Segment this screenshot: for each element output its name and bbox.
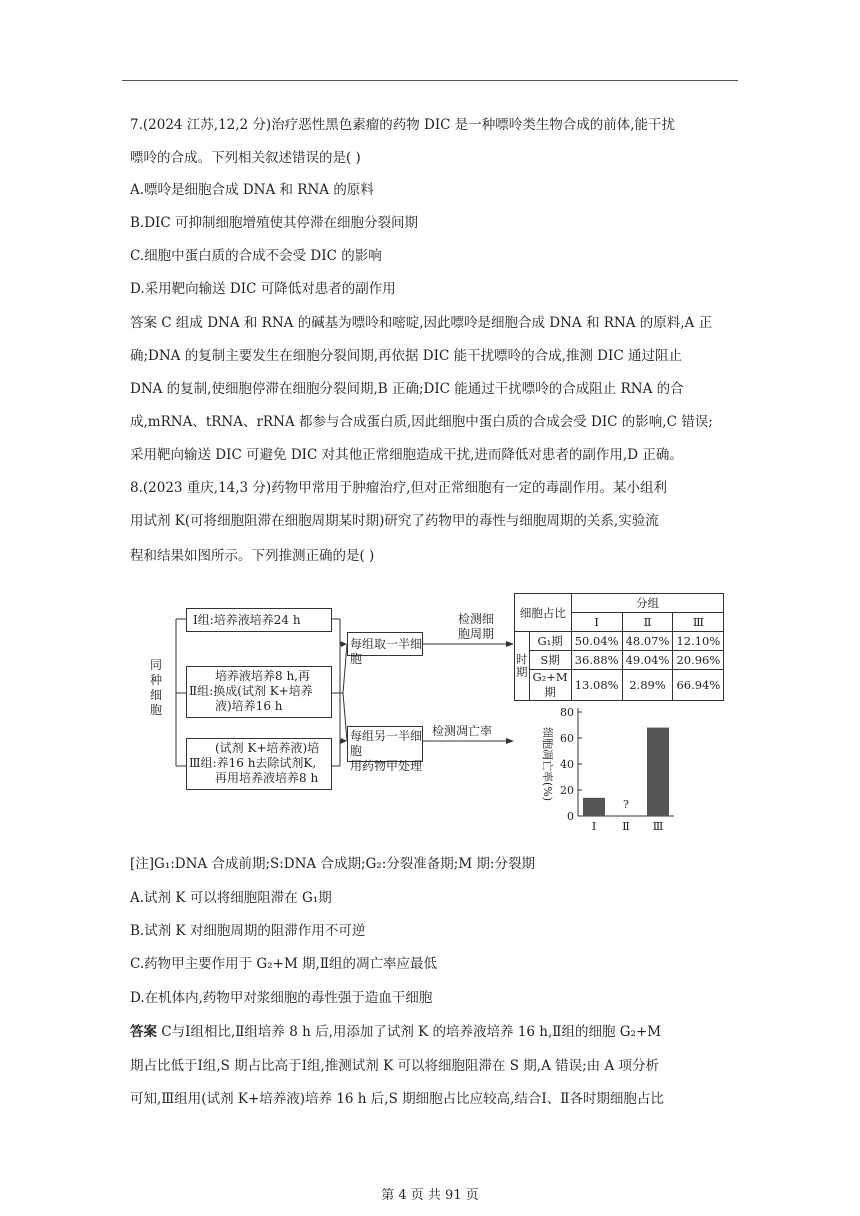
- q8-answer-line-2: 期占比低于Ⅰ组,S 期占比高于Ⅰ组,推测试剂 K 可以将细胞阻滞在 S 期,A 错误;由 A 项分析: [130, 1058, 659, 1074]
- table-cell: 50.04%: [571, 632, 622, 651]
- q8-answer-line-3: 可知,Ⅲ组用(试剂 K+培养液)培养 16 h 后,S 期细胞占比应较高,结合Ⅰ、Ⅱ各时期细胞占比: [130, 1091, 664, 1107]
- q8-option-a: A.试剂 K 可以将细胞阻滞在 G₁期: [130, 890, 332, 906]
- q7-answer-line-2: 确;DNA 的复制主要发生在细胞分裂间期,再依据 DIC 能干扰嘌呤的合成,推测 DIC 通过阻止: [130, 348, 682, 364]
- x-tick-label: Ⅲ: [652, 820, 664, 832]
- table-cell: 13.08%: [571, 670, 622, 701]
- q7-option-b: B.DIC 可抑制细胞增殖使其停滞在细胞分裂间期: [130, 215, 418, 231]
- group-2-line-3: 液)培养16 h: [215, 699, 283, 713]
- q8-option-d: D.在机体内,药物甲对浆细胞的毒性强于造血干细胞: [130, 990, 433, 1006]
- q7-stem-line-2: 嘌呤的合成。下列相关叙述错误的是( ): [130, 150, 361, 166]
- answer-label: 答案: [130, 1024, 157, 1040]
- bar: [583, 798, 605, 816]
- y-tick-label: 60: [560, 732, 574, 745]
- detect-apoptosis-label: 检测凋亡率: [432, 724, 493, 738]
- q7-answer-line-1: 答案 C 组成 DNA 和 RNA 的碱基为嘌呤和嘧啶,因此嘌呤是细胞合成 DNA 和 RNA 的原料,A 正: [130, 315, 713, 331]
- y-tick-label: 0: [567, 810, 574, 823]
- q7-option-a: A.嘌呤是细胞合成 DNA 和 RNA 的原料: [130, 182, 374, 198]
- table-period-label: 时期: [515, 632, 530, 701]
- y-tick-label: 80: [560, 706, 574, 719]
- header-rule: [122, 80, 738, 81]
- q8-option-b: B.试剂 K 对细胞周期的阻滞作用不可逆: [130, 923, 366, 939]
- detect-cycle-label-1: 检测细: [458, 612, 495, 626]
- q7-option-c: C.细胞中蛋白质的合成不会受 DIC 的影响: [130, 248, 382, 264]
- drug-treated-box: [347, 726, 423, 773]
- table-col-3: Ⅲ: [673, 613, 724, 632]
- q8-note: [注]G₁:DNA 合成前期;S:DNA 合成期;G₂:分裂准备期;M 期:分裂期: [130, 856, 535, 872]
- table-cell: 36.88%: [571, 651, 622, 670]
- q8-stem-line-3: 程和结果如图所示。下列推测正确的是( ): [130, 548, 375, 564]
- bar: [647, 728, 669, 816]
- half-cells-label: 每组取一半细胞: [350, 637, 423, 666]
- source-cells-label: 同种细胞: [150, 658, 163, 717]
- q7-answer-line-4: 成,mRNA、tRNA、rRNA 都参与合成蛋白质,因此细胞中蛋白质的合成会受 DIC 的影响,C 错误;: [130, 414, 713, 430]
- group-3-line-3: 再用培养液培养8 h: [215, 771, 319, 785]
- x-tick-label: Ⅰ: [591, 820, 597, 832]
- table-cell: 12.10%: [673, 632, 724, 651]
- group-3-box: [186, 738, 332, 790]
- q8-answer-line-1: [130, 1022, 661, 1042]
- y-tick-label: 20: [560, 784, 574, 797]
- table-cell: 66.94%: [673, 670, 724, 701]
- table-cell: 20.96%: [673, 651, 724, 670]
- group-2-line-2: Ⅱ组:换成(试剂 K+培养: [189, 684, 313, 698]
- x-tick-label: Ⅱ: [622, 820, 630, 832]
- table-col-1: Ⅰ: [571, 613, 622, 632]
- q8-stem-line-2: 用试剂 K(可将细胞阻滞在细胞周期某时期)研究了药物甲的毒性与细胞周期的关系,实验流: [130, 513, 659, 529]
- drug-treated-line-2: 用药物甲处理: [350, 759, 423, 773]
- q7-option-d: D.采用靶向输送 DIC 可降低对患者的副作用: [130, 281, 396, 297]
- group-3-line-1: (试剂 K+培养液)培: [215, 741, 320, 755]
- group-1-label: Ⅰ组:培养液培养24 h: [193, 613, 301, 627]
- table-row-phase: G₂+M期: [529, 670, 571, 701]
- q8-answer-text-1: C与Ⅰ组相比,Ⅱ组培养 8 h 后,用添加了试剂 K 的培养液培养 16 h,Ⅱ组的细胞 G₂+M: [157, 1024, 662, 1040]
- q8-option-c: C.药物甲主要作用于 G₂+M 期,Ⅱ组的凋亡率应最低: [130, 956, 438, 972]
- group-1-box: [186, 608, 332, 632]
- cell-cycle-table: [514, 593, 724, 701]
- experiment-figure: [140, 586, 730, 836]
- bar-unknown-marker: ?: [623, 798, 629, 811]
- page-footer: 第 4 页 共 91 页: [381, 1188, 479, 1203]
- detect-cycle-label-2: 胞周期: [458, 627, 495, 641]
- half-cells-box: [347, 632, 423, 666]
- q7-answer-line-3: DNA 的复制,使细胞停滞在细胞分裂间期,B 正确;DIC 能通过干扰嘌呤的合成阻止 RNA 的合: [130, 381, 684, 397]
- q7-stem-line-1: 7.(2024 江苏,12,2 分)治疗恶性黑色素瘤的药物 DIC 是一种嘌呤类生物合成的前体,能干扰: [130, 117, 676, 133]
- group-2-line-1: 培养液培养8 h,再: [215, 669, 310, 683]
- drug-treated-line-1: 每组另一半细胞: [350, 729, 423, 758]
- table-cell: 49.04%: [622, 651, 673, 670]
- table-cell: 2.89%: [622, 670, 673, 701]
- apoptosis-bar-chart: [530, 702, 680, 832]
- y-axis-label: 细胞凋亡率(%): [541, 726, 554, 802]
- group-3-line-2: Ⅲ组:养16 h去除试剂K,: [189, 756, 317, 770]
- q8-stem-line-1: 8.(2023 重庆,14,3 分)药物甲常用于肿瘤治疗,但对正常细胞有一定的毒副作用。某小组利: [130, 480, 667, 496]
- table-corner: 细胞占比: [515, 594, 572, 632]
- table-row-phase: G₁期: [529, 632, 571, 651]
- table-col-2: Ⅱ: [622, 613, 673, 632]
- table-row-phase: S期: [529, 651, 571, 670]
- table-group-header: 分组: [571, 594, 724, 613]
- group-2-box: [186, 666, 332, 718]
- table-cell: 48.07%: [622, 632, 673, 651]
- y-tick-label: 40: [560, 758, 574, 771]
- q7-answer-line-5: 采用靶向输送 DIC 可避免 DIC 对其他正常细胞造成干扰,进而降低对患者的副作用,D 正确。: [130, 447, 683, 463]
